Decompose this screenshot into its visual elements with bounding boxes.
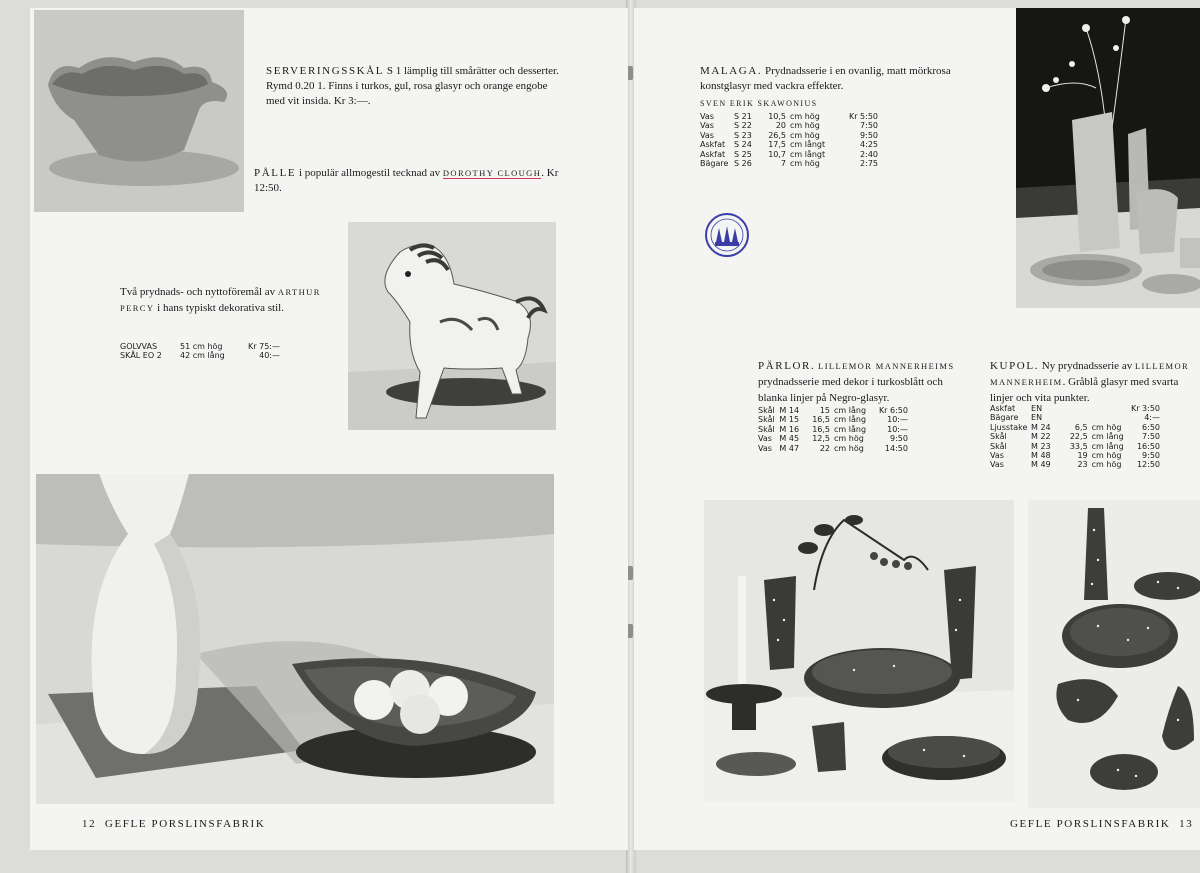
item-unit: cm långt bbox=[790, 140, 826, 150]
item-price: Kr 5:50 bbox=[848, 112, 878, 121]
item-price: Kr 75:— bbox=[248, 342, 280, 351]
serveringsskal-heading: SERVERINGSSKÅL bbox=[266, 65, 385, 77]
list-item bbox=[758, 415, 908, 424]
list-item bbox=[990, 423, 1160, 432]
percy-body-2: i hans typiskt dekorativa stil. bbox=[154, 302, 284, 314]
item-code: M 49 bbox=[1031, 460, 1051, 470]
item-price: 7:50 bbox=[860, 121, 878, 131]
item-price: 9:50 bbox=[890, 434, 908, 444]
item-price: Kr 3:50 bbox=[1130, 404, 1161, 413]
item-unit: cm lång bbox=[834, 415, 867, 425]
left-page bbox=[30, 8, 628, 850]
footer-brand: GEFLE PORSLINSFABRIK bbox=[104, 818, 266, 830]
item-size: 22 bbox=[819, 443, 831, 453]
item-unit bbox=[1092, 413, 1131, 422]
item-size: 6,5 bbox=[1074, 422, 1088, 432]
footer-brand: GEFLE PORSLINSFABRIK bbox=[1010, 818, 1171, 830]
item-price: 14:50 bbox=[884, 443, 908, 453]
item-code: S 26 bbox=[734, 159, 752, 169]
palle-text bbox=[254, 166, 560, 196]
item-size: 33,5 bbox=[1069, 441, 1088, 451]
list-item bbox=[700, 140, 880, 149]
item-unit: cm hög bbox=[834, 443, 864, 453]
list-item bbox=[990, 432, 1160, 441]
kupol-heading: KUPOL. bbox=[990, 360, 1040, 372]
item-unit: cm hög bbox=[1091, 460, 1122, 470]
item-spec: 51 cm hög bbox=[180, 342, 223, 351]
item-name: Askfat bbox=[700, 149, 726, 159]
item-unit: cm hög bbox=[790, 159, 820, 169]
item-size: 10,5 bbox=[768, 112, 786, 121]
item-size bbox=[1060, 413, 1091, 422]
item-size: 7 bbox=[780, 159, 786, 169]
item-code: M 47 bbox=[779, 443, 800, 453]
item-code: S 21 bbox=[734, 112, 752, 121]
item-price: 4:25 bbox=[860, 140, 878, 150]
left-footer bbox=[82, 818, 265, 830]
right-footer bbox=[1010, 818, 1193, 830]
item-code: S 22 bbox=[734, 121, 752, 131]
percy-body-1: Två prydnads- och nyttoföremål av bbox=[120, 286, 278, 298]
item-size: 26,5 bbox=[768, 130, 786, 140]
item-name: Vas bbox=[758, 434, 772, 444]
item-name: Vas bbox=[700, 121, 714, 131]
parlor-text bbox=[758, 358, 974, 406]
palle-heading: PÅLLE bbox=[254, 167, 297, 179]
item-price: 10:— bbox=[887, 424, 908, 434]
page-number: 13 bbox=[1179, 818, 1194, 830]
gefle-stamp-logo bbox=[704, 212, 750, 258]
item-unit: cm hög bbox=[790, 121, 820, 131]
percy-designer: ARTHUR PERCY bbox=[120, 287, 321, 313]
item-code: S 24 bbox=[734, 140, 752, 150]
item-size: 16,5 bbox=[812, 424, 831, 434]
item-code: M 23 bbox=[1031, 441, 1051, 451]
item-code: EN bbox=[1031, 404, 1043, 413]
list-item bbox=[990, 451, 1160, 460]
item-price: 2:40 bbox=[860, 149, 878, 159]
list-item bbox=[990, 460, 1160, 469]
item-name: Bägare bbox=[990, 413, 1019, 423]
list-item bbox=[700, 150, 880, 159]
kupol-price-list bbox=[990, 404, 1160, 470]
parlor-body: prydnadsserie med dekor i turkosblått och blanka linjer på Negro-glasyr. bbox=[758, 376, 943, 404]
item-size: 22,5 bbox=[1069, 432, 1088, 442]
item-size: 17,5 bbox=[768, 140, 786, 150]
kupol-series-photo bbox=[1028, 500, 1200, 808]
item-code: M 14 bbox=[779, 406, 800, 415]
list-item bbox=[758, 425, 908, 434]
list-item bbox=[700, 131, 880, 140]
malaga-designer: SVEN ERIK SKAWONIUS bbox=[700, 99, 818, 108]
item-name: Skål bbox=[990, 441, 1007, 451]
item-size: 23 bbox=[1077, 460, 1088, 470]
parlor-series-photo bbox=[704, 500, 1014, 802]
item-unit: cm hög bbox=[1091, 422, 1122, 432]
item-code: S 23 bbox=[734, 130, 752, 140]
serveringsskal-text bbox=[266, 64, 562, 109]
item-code: M 16 bbox=[779, 424, 800, 434]
item-name: Vas bbox=[700, 130, 714, 140]
percy-text bbox=[120, 284, 350, 316]
item-size: 16,5 bbox=[812, 415, 831, 425]
palle-body-2: . Kr 12:50. bbox=[254, 167, 559, 194]
item-name: GOLVVAS bbox=[120, 342, 158, 351]
malaga-price-list bbox=[700, 112, 880, 168]
item-code: M 48 bbox=[1031, 451, 1051, 461]
item-name: Skål bbox=[758, 415, 775, 425]
item-size: 20 bbox=[775, 121, 786, 131]
parlor-price-list bbox=[758, 406, 908, 453]
item-unit: cm lång bbox=[1091, 441, 1124, 451]
item-price: 7:50 bbox=[1142, 432, 1161, 442]
item-price: 4:— bbox=[1144, 413, 1161, 423]
palle-body-1: i populär allmogestil tecknad av bbox=[296, 167, 443, 179]
item-unit: cm långt bbox=[790, 149, 826, 159]
item-size: 15 bbox=[819, 406, 831, 415]
item-price: 40:— bbox=[259, 351, 280, 361]
kupol-designer: LILLEMOR MANNERHEIM bbox=[990, 361, 1190, 387]
item-code: M 22 bbox=[1031, 432, 1051, 442]
item-size bbox=[1060, 404, 1091, 413]
item-name: Askfat bbox=[700, 140, 726, 150]
item-code: S 25 bbox=[734, 149, 752, 159]
item-size: 10,7 bbox=[768, 149, 786, 159]
item-unit: cm hög bbox=[790, 112, 820, 121]
right-page bbox=[634, 8, 1200, 850]
serving-bowl-photo bbox=[34, 10, 244, 212]
parlor-designer: LILLEMOR MANNERHEIMS bbox=[818, 361, 955, 371]
kupol-body-2: . Gråblå glasyr med svarta linjer och vita punkter. bbox=[990, 376, 1179, 404]
malaga-heading: MALAGA. bbox=[700, 65, 763, 77]
item-price: 9:50 bbox=[860, 130, 878, 140]
kupol-text bbox=[990, 358, 1200, 406]
item-size: 19 bbox=[1077, 451, 1088, 461]
item-price: Kr 6:50 bbox=[878, 406, 908, 415]
item-price: 6:50 bbox=[1142, 422, 1161, 432]
item-price: 10:— bbox=[887, 415, 908, 425]
list-item bbox=[990, 442, 1160, 451]
floor-vase-and-bowl-photo bbox=[36, 474, 554, 804]
item-code: M 24 bbox=[1031, 422, 1051, 432]
item-name: Skål bbox=[990, 432, 1007, 442]
item-price: 9:50 bbox=[1142, 451, 1161, 461]
list-item bbox=[120, 342, 290, 351]
item-price: 16:50 bbox=[1136, 441, 1161, 451]
item-unit bbox=[1092, 404, 1131, 413]
list-item bbox=[700, 121, 880, 130]
item-unit: cm hög bbox=[790, 130, 820, 140]
item-name: Vas bbox=[700, 112, 714, 121]
list-item bbox=[990, 413, 1160, 422]
item-name: Askfat bbox=[990, 404, 1016, 413]
malaga-vases-photo bbox=[1016, 8, 1200, 308]
item-price: 12:50 bbox=[1136, 460, 1161, 470]
list-item bbox=[758, 434, 908, 443]
item-price: 2:75 bbox=[860, 159, 878, 169]
item-size: 12,5 bbox=[812, 434, 831, 444]
item-unit: cm lång bbox=[834, 406, 867, 415]
item-code: M 45 bbox=[779, 434, 800, 444]
item-name: Vas bbox=[758, 443, 772, 453]
item-name: Bägare bbox=[700, 159, 729, 169]
item-unit: cm hög bbox=[834, 434, 864, 444]
list-item bbox=[758, 406, 908, 415]
malaga-text bbox=[700, 64, 1000, 94]
item-name: Skål bbox=[758, 406, 775, 415]
list-item bbox=[758, 444, 908, 453]
list-item bbox=[700, 112, 880, 121]
item-name: Vas bbox=[990, 460, 1004, 470]
item-code: M 15 bbox=[779, 415, 800, 425]
palle-designer: DOROTHY CLOUGH bbox=[442, 168, 542, 178]
item-name: Ljusstake bbox=[990, 422, 1028, 432]
percy-price-list bbox=[120, 342, 290, 361]
list-item bbox=[120, 351, 290, 360]
parlor-heading: PÄRLOR. bbox=[758, 360, 816, 372]
malaga-body: Prydnadsserie i en ovanlig, matt mörkrosa konstglasyr med vackra effekter. bbox=[700, 65, 951, 92]
item-name: Vas bbox=[990, 451, 1004, 461]
item-unit: cm lång bbox=[834, 424, 867, 434]
list-item bbox=[990, 404, 1160, 413]
item-spec: 42 cm lång bbox=[180, 351, 225, 361]
serveringsskal-body: S 1 lämplig till smårätter och desserter. Rymd 0.20 1. Finns i turkos, gul, rosa glasyr och orange engobe med vit insida. Kr 3:—. bbox=[266, 65, 559, 107]
item-code: EN bbox=[1031, 413, 1043, 423]
item-unit: cm hög bbox=[1091, 451, 1122, 461]
item-unit: cm lång bbox=[1091, 432, 1124, 442]
palle-horse-photo bbox=[348, 222, 556, 430]
list-item bbox=[700, 159, 880, 168]
kupol-body-1: Ny prydnadsserie av bbox=[1039, 360, 1135, 372]
item-name: Skål bbox=[758, 424, 775, 434]
page-number: 12 bbox=[82, 818, 97, 830]
item-name: SKÅL EO 2 bbox=[120, 351, 162, 361]
